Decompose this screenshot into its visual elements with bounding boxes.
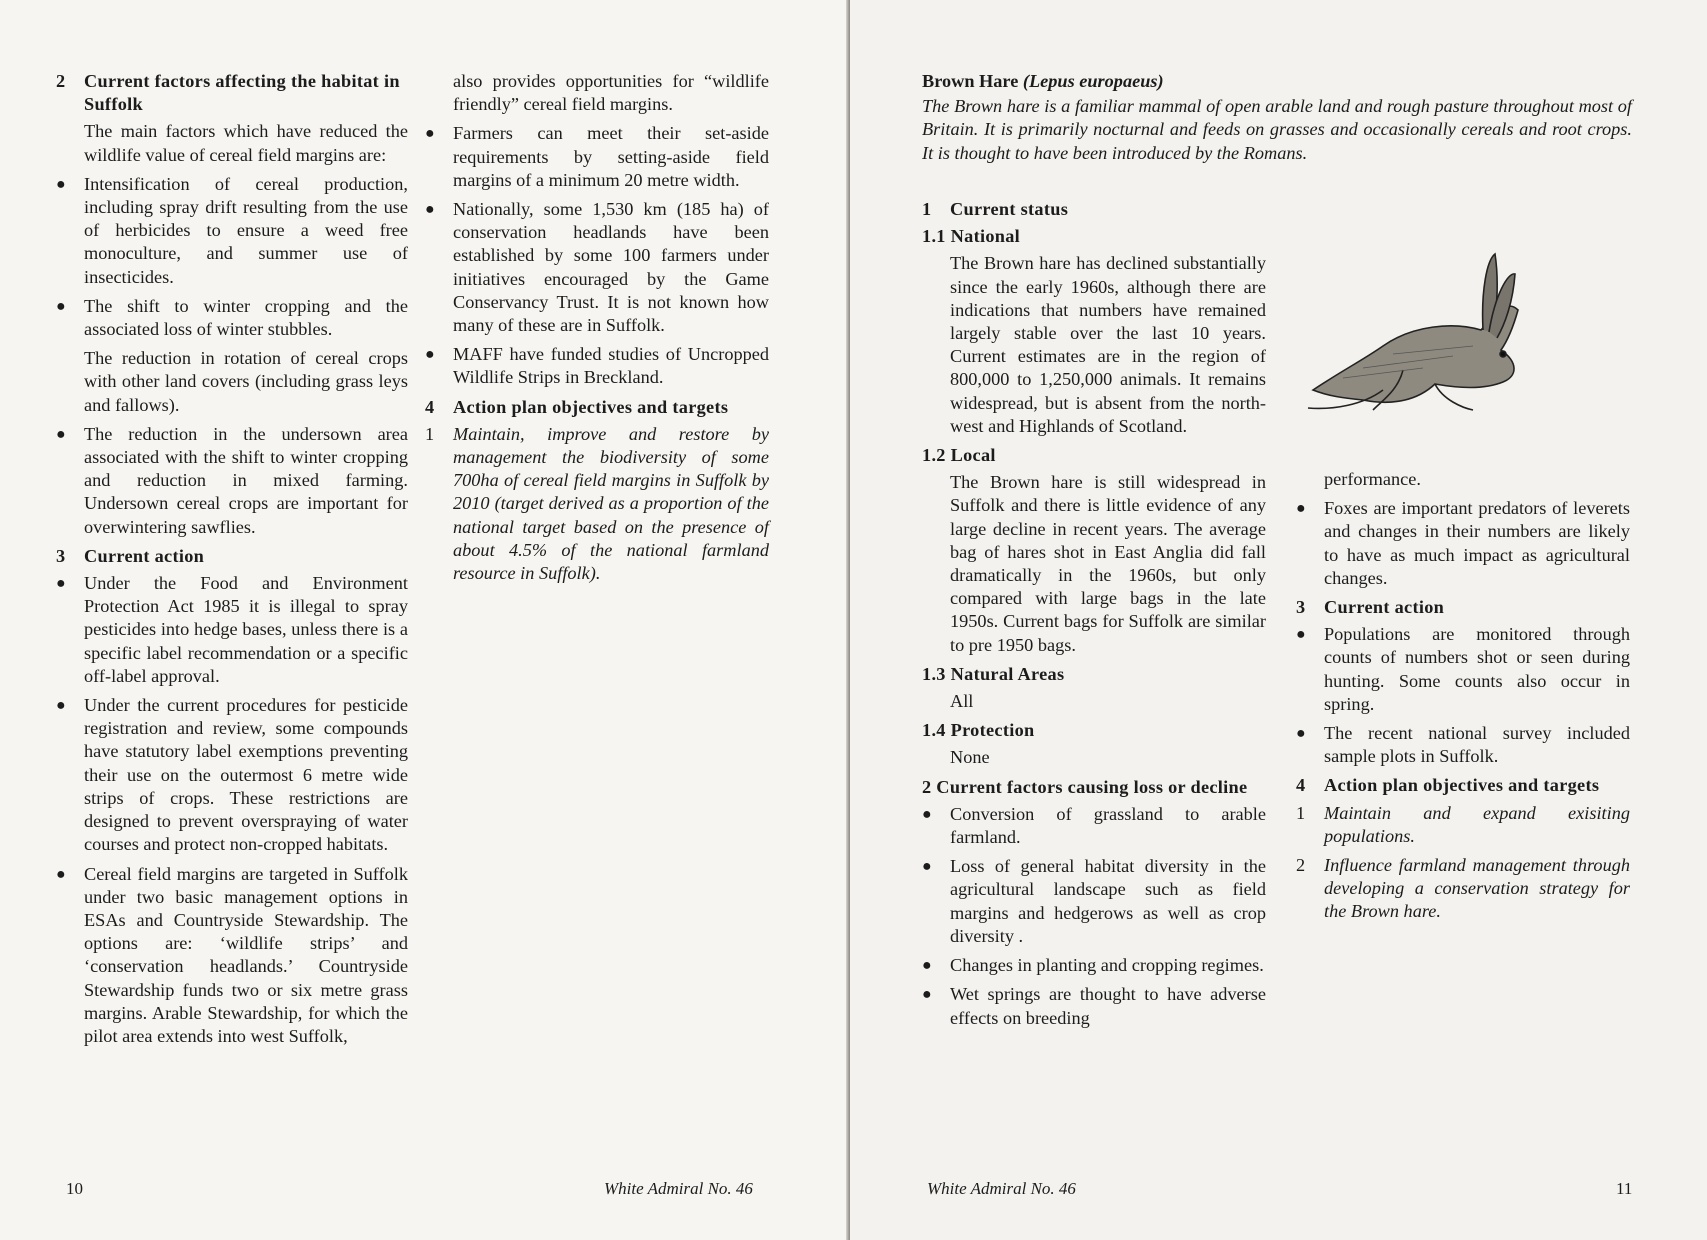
subsection-protection-heading: 1.4 Protection [922,720,1035,741]
bullet-icon: ● [922,805,932,823]
list-item: ● Nationally, some 1,530 km (185 ha) of conservation headlands have been established by some 100 farmers under initiatives encouraged by the Game Conservancy Trust. It is not known how many of these are in Suffolk. [425,198,769,337]
bullet-icon: ● [922,957,932,975]
list-item: ● Loss of general habitat diversity in the agricultural landscape such as field margins and hedgerows as well as crop diversity . [922,855,1266,948]
bullet-icon: ● [56,297,66,315]
paragraph: The reduction in rotation of cereal crops with other land covers (including grass leys and fallows). [84,348,408,415]
left-page-column-2 [425,70,769,591]
paragraph-continued: performance. [1324,469,1421,489]
page-number: 11 [1616,1179,1633,1198]
bullet-icon: ● [1296,725,1306,743]
bullet-icon: ● [922,986,932,1004]
section-3-heading-right: 3 Current action [1296,597,1445,618]
bullet-icon: ● [56,865,66,883]
bullet-icon: ● [425,125,435,143]
section-4-heading: 4 Action plan objectives and targets [425,396,729,417]
subsection-natural-areas-heading: 1.3 Natural Areas [922,663,1065,684]
section-2-heading-right: 2 Current factors causing loss or decline [922,776,1248,797]
list-item: ● Under the current procedures for pesticide registration and review, some compounds have statutory label exemptions preventing their use on the outermost 6 metre wide strips of crops. These restrictions are designed to prevent overspraying of water courses and protect non-cropped habitats. [56,694,408,856]
list-item: ● The reduction in the undersown area associated with the shift to winter cropping and reduction in mixed farming. Undersown cereal crops are important for overwintering sawflies. [56,423,408,539]
species-title: Brown Hare (Lepus europaeus) [922,71,1164,91]
bullet-icon: ● [922,858,932,876]
objective-item: 2 Influence farmland management through developing a conservation strategy for the Brown hare. [1296,855,1630,922]
section-2-heading: 2 Current factors affecting the habitat in Suffolk [56,71,400,115]
species-intro: The Brown hare is a familiar mammal of open arable land and rough pasture throughout most of Britain. It is primarily nocturnal and feeds on grasses and occasionally cereals and root crops. It is thought to have been introduced by the Romans. [922,96,1632,163]
protection-text: None [950,747,990,768]
section-2-intro: The main factors which have reduced the wildlife value of cereal field margins are: [84,121,408,165]
national-text: The Brown hare has declined substantially since the early 1960s, although there are indications that numbers have remained largely stable over the last 10 years. Current estimates are in the region of 800,000 to 1,250,000 animals. It remains widespread, but is absent from the north-west and Highlands of Scotland. [950,253,1266,436]
list-item: ● MAFF have funded studies of Uncropped Wildlife Strips in Breckland. [425,343,769,389]
natural-areas-text: All [950,691,974,712]
list-item: ● Conversion of grassland to arable farmland. [922,803,1266,849]
list-item: ● The shift to winter cropping and the associated loss of winter stubbles. [56,295,408,341]
footer-title: White Admiral No. 46 [604,1179,753,1198]
right-page-column-1 [922,198,1266,1036]
bullet-icon: ● [1296,500,1306,518]
section-4-heading-right: 4 Action plan objectives and targets [1296,775,1600,796]
bullet-icon: ● [425,346,435,364]
left-page [0,0,850,1240]
left-page-column-1 [56,70,408,1054]
list-item: ● Under the Food and Environment Protection Act 1985 it is illegal to spray pesticides into hedge bases, unless there is a specific label recommendation or a specific off-label approval. [56,572,408,688]
subsection-local-heading: 1.2 Local [922,445,996,466]
brown-hare-icon [1303,250,1531,420]
bullet-icon: ● [56,697,66,715]
list-item: ● Intensification of cereal production, including spray drift resulting from the use of herbicides to ensure a weed free monoculture, and summer use of insecticides. [56,173,408,289]
bullet-icon: ● [56,425,66,443]
list-item: ● Wet springs are thought to have adverse effects on breeding [922,983,1266,1029]
right-page-column-2 [1296,468,1630,930]
paragraph-continued: also provides opportunities for “wildlife friendly” cereal field margins. [453,71,769,115]
bullet-icon: ● [56,575,66,593]
right-page [850,0,1707,1240]
list-item: ● The recent national survey included sample plots in Suffolk. [1296,722,1630,768]
bullet-icon: ● [56,175,66,193]
bullet-icon: ● [425,201,435,219]
page-number: 10 [66,1179,83,1198]
objective-item: 1 Maintain and expand exisiting populations. [1296,802,1630,846]
footer-title: White Admiral No. 46 [927,1179,1076,1198]
species-intro-block [922,70,1632,165]
local-text: The Brown hare is still widespread in Suffolk and there is little evidence of any large decline in recent years. The average bag of hares shot in East Anglia did fall dramatically in the 1960s, but only compared with large bags in the late 1950s. Current bags for Suffolk are similar to pre 1950 bags. [950,472,1266,655]
subsection-national-heading: 1.1 National [922,226,1021,247]
list-item: ● Populations are monitored through counts of numbers shot or seen during hunting. Some counts also occur in spring. [1296,623,1630,716]
list-item: ● Foxes are important predators of leverets and changes in their numbers are likely to have as much impact as agricultural changes. [1296,497,1630,590]
list-item: ● Changes in planting and cropping regimes. [922,954,1266,977]
list-item: ● Farmers can meet their set-aside requirements by setting-aside field margins of a minimum 20 metre width. [425,122,769,192]
objective-item: 1 Maintain, improve and restore by management the biodiversity of some 700ha of cereal field margins in Suffolk by 2010 (target derived as a proportion of the national target based on the presence of about 4.5% of the national farmland resource in Suffolk). [425,423,769,584]
section-3-heading: 3 Current action [56,545,205,566]
list-item: ● Cereal field margins are targeted in Suffolk under two basic management options in ESAs and Countryside Stewardship. The options are: ‘wildlife strips’ and ‘conservation headlands.’ Countryside Stewardship funds two or six metre grass margins. Arable Stewardship, for which the pilot area extends into west Suffolk, [56,863,408,1049]
section-1-heading: 1 Current status [922,199,1069,219]
hare-illustration [1303,250,1531,420]
bullet-icon: ● [1296,626,1306,644]
